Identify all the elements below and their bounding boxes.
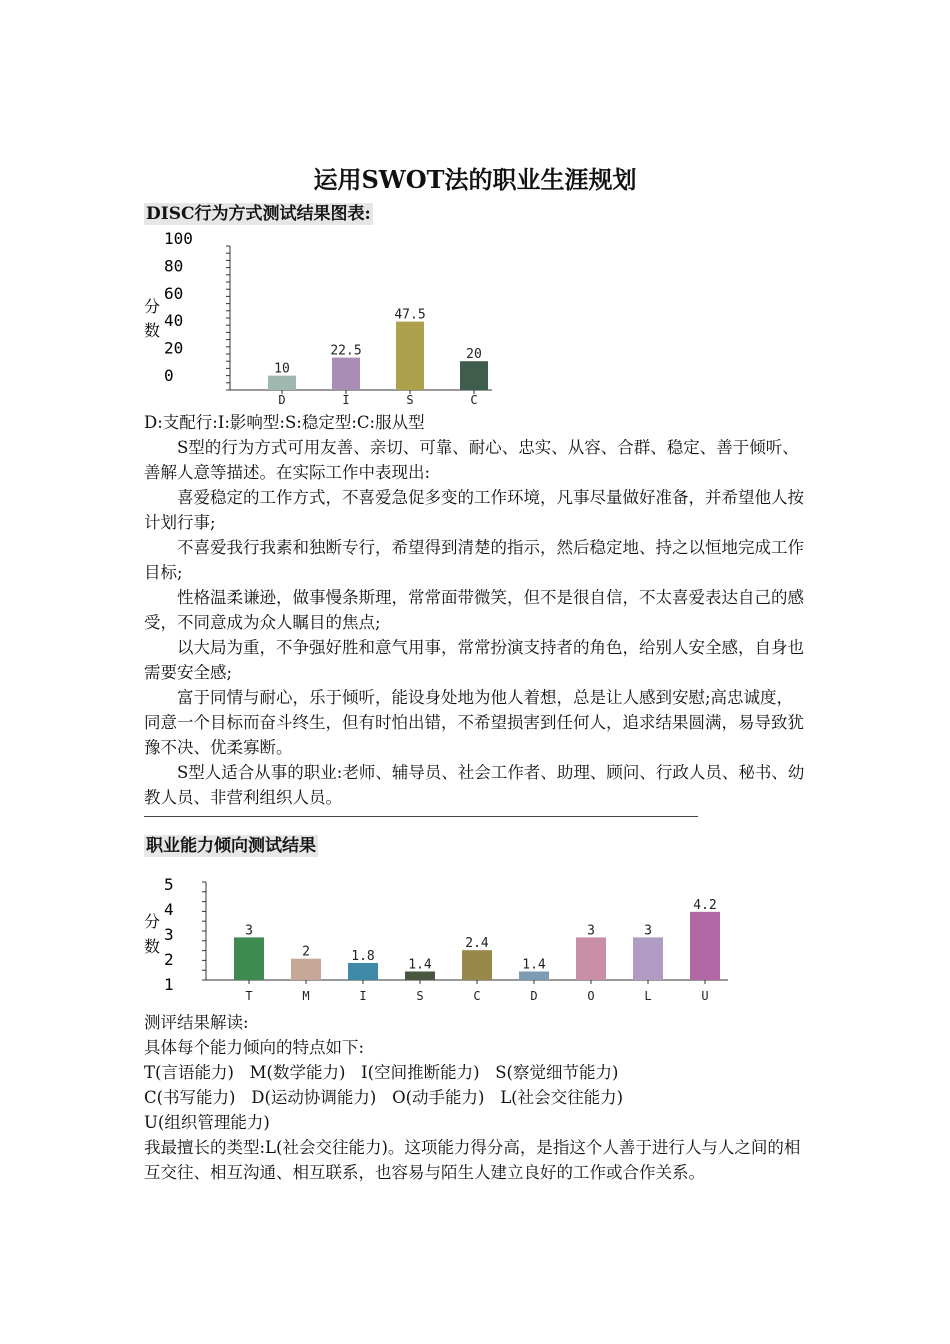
x-tick-label: T: [245, 989, 253, 1003]
data-label: 10: [274, 361, 290, 377]
ability-legend-row: C(书写能力) D(运动协调能力) O(动手能力) L(社会交往能力): [144, 1088, 624, 1107]
y-tick-label: 60: [164, 283, 184, 303]
data-label: 1.4: [522, 957, 546, 973]
x-tick-label: I: [359, 989, 367, 1003]
bar: [291, 959, 321, 980]
x-tick-label: L: [644, 989, 652, 1003]
ability-heading: 职业能力倾向测试结果: [146, 836, 316, 856]
data-label: 47.5: [394, 307, 426, 323]
bar: [348, 963, 378, 980]
ability-ylabel-1: 分: [144, 912, 161, 931]
y-tick-label: 100: [164, 229, 193, 248]
ability-chart-svg: [140, 872, 740, 1007]
y-tick-label: 0: [164, 366, 174, 385]
bar: [268, 376, 296, 390]
x-tick-label: C: [470, 393, 478, 407]
bar: [462, 950, 492, 980]
paragraph: S型人适合从事的职业:老师、辅导员、社会工作者、助理、顾问、行政人员、秘书、幼教人员、非营利组织人员。: [144, 763, 805, 807]
bar: [690, 912, 720, 980]
bar: [405, 971, 435, 980]
y-tick-label: 80: [164, 256, 184, 276]
x-tick-label: I: [342, 393, 350, 407]
x-tick-label: M: [302, 989, 310, 1003]
x-tick-label: S: [416, 989, 424, 1003]
data-label: 4.2: [693, 897, 717, 913]
bar: [519, 971, 549, 980]
ability-chart: [140, 872, 740, 1007]
x-tick-label: S: [406, 393, 414, 407]
ability-ylabel-2: 数: [144, 937, 161, 956]
y-tick-label: 1: [164, 975, 174, 994]
disc-ylabel-1: 分: [144, 297, 161, 316]
data-label: 20: [466, 347, 482, 363]
data-label: 1.4: [408, 957, 432, 973]
bar: [396, 322, 424, 390]
y-tick-label: 4: [164, 900, 174, 919]
data-label: 2: [302, 944, 310, 960]
disc-ylabel-2: 数: [144, 321, 161, 340]
disc-legend-block: [144, 410, 808, 810]
data-label: 22.5: [330, 343, 362, 359]
bar: [234, 937, 264, 980]
paragraph: 性格温柔谦逊，做事慢条斯理，常常面带微笑，但不是很自信，不太喜爱表达自己的感受，不同意成为众人瞩目的焦点;: [144, 588, 804, 632]
divider-line: [144, 816, 698, 817]
disc-legend: D:支配行:I:影响型:S:稳定型:C:服从型: [144, 413, 425, 432]
paragraph: 以大局为重，不争强好胜和意气用事，常常扮演支持者的角色，给别人安全感，自身也需要安全感;: [144, 638, 804, 682]
data-label: 2.4: [465, 936, 489, 952]
page-title: 运用SWOT法的职业生涯规划: [313, 165, 637, 194]
paragraph: 不喜爱我行我素和独断专行，希望得到清楚的指示，然后稳定地、持之以恒地完成工作目标;: [144, 538, 804, 582]
paragraph: 喜爱稳定的工作方式，不喜爱急促多变的工作环境，凡事尽量做好准备，并希望他人按计划行事;: [144, 488, 804, 532]
disc-chart: [140, 228, 500, 408]
data-label: 3: [644, 923, 652, 939]
paragraph: S型的行为方式可用友善、亲切、可靠、耐心、忠实、从容、合群、稳定、善于倾听、善解人意等描述。在实际工作中表现出:: [144, 438, 799, 482]
data-label: 3: [587, 923, 595, 939]
x-tick-label: D: [278, 393, 286, 407]
y-tick-label: 20: [164, 338, 184, 358]
x-tick-label: D: [530, 989, 538, 1003]
paragraph: 富于同情与耐心，乐于倾听，能设身处地为他人着想，总是让人感到安慰;高忠诚度，同意一个目标而奋斗终生，但有时怕出错，不希望损害到任何人，追求结果圆满，易导致犹豫不决、优柔寡断。: [144, 688, 804, 757]
ability-legend-row: U(组织管理能力): [144, 1113, 270, 1132]
interpret-title: 测评结果解读:: [144, 1013, 249, 1032]
conclusion: 我最擅长的类型:L(社会交往能力)。这项能力得分高，是指这个人善于进行人与人之间的相互交往、相互沟通、相互联系，也容易与陌生人建立良好的工作或合作关系。: [144, 1138, 801, 1182]
bar: [332, 358, 360, 390]
bar: [460, 361, 488, 390]
ability-legend-row: T(言语能力) M(数学能力) I(空间推断能力) S(察觉细节能力): [144, 1063, 619, 1082]
bar: [576, 937, 606, 980]
y-tick-label: 40: [164, 311, 184, 331]
x-tick-label: O: [587, 989, 595, 1003]
data-label: 1.8: [351, 948, 375, 964]
disc-heading: DISC行为方式测试结果图表:: [146, 204, 371, 224]
y-tick-label: 5: [164, 875, 174, 894]
ability-text-block: [144, 1010, 808, 1185]
x-tick-label: C: [473, 989, 481, 1003]
data-label: 3: [245, 923, 253, 939]
y-tick-label: 3: [164, 925, 174, 944]
x-tick-label: U: [701, 989, 709, 1003]
disc-chart-svg: [140, 228, 500, 408]
interpret-intro: 具体每个能力倾向的特点如下:: [144, 1038, 365, 1057]
bar: [633, 937, 663, 980]
y-tick-label: 2: [164, 950, 174, 969]
